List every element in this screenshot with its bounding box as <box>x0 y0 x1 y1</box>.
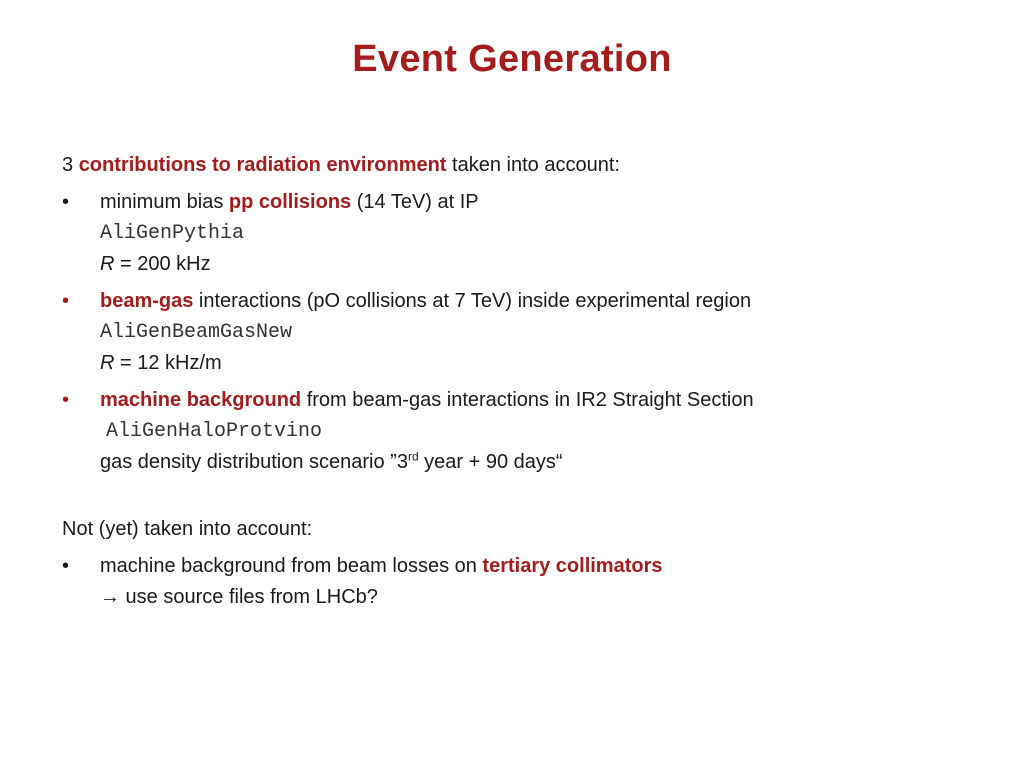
scenario-sup: rd <box>407 449 419 464</box>
intro-suffix: taken into account: <box>446 154 620 176</box>
bullet-text-post: interactions (pO collisions at 7 TeV) inside experimental region <box>193 290 752 312</box>
bullet-text-post: (14 TeV) at IP <box>351 191 479 213</box>
bullet-marker: • <box>62 290 70 312</box>
intro-highlight: contributions to radiation environment <box>78 154 447 176</box>
arrow-line <box>100 582 962 613</box>
not-taken-heading: Not (yet) taken into account: <box>62 518 313 540</box>
bullet-pp-collisions <box>62 187 962 280</box>
bullet-highlight: pp collisions <box>228 191 352 213</box>
bullet-text-post: from beam-gas interactions in IR2 Straight Section <box>301 389 754 411</box>
slide-title: Event Generation <box>352 38 672 80</box>
bullet-marker: • <box>62 389 70 411</box>
arrow-text: use source files from LHCb? <box>120 586 378 608</box>
bullet-highlight: beam-gas <box>100 290 194 312</box>
rate-symbol: R <box>100 352 115 374</box>
rate-line <box>100 348 962 379</box>
generator-name: AliGenBeamGasNew <box>100 321 293 344</box>
rate-value: = 12 kHz/m <box>114 352 222 374</box>
bullet-highlight: tertiary collimators <box>482 555 663 577</box>
rate-line <box>100 249 962 280</box>
generator-name: AliGenHaloProtvino <box>106 420 323 443</box>
bullet-beam-gas <box>62 286 962 379</box>
bullet-machine-background <box>62 385 962 478</box>
scenario-post: year + 90 days“ <box>418 451 563 473</box>
bullet-text-pre: minimum bias <box>100 191 229 213</box>
generator-name: AliGenPythia <box>100 222 245 245</box>
bullet-highlight: machine background <box>100 389 302 411</box>
slide-content <box>62 150 962 613</box>
arrow-icon: → <box>100 586 120 608</box>
rate-symbol: R <box>100 253 115 275</box>
scenario-line <box>100 447 962 478</box>
bullet-marker: • <box>62 191 70 213</box>
intro-line <box>62 150 962 181</box>
intro-prefix: 3 <box>62 154 79 176</box>
scenario-pre: gas density distribution scenario ”3 <box>100 451 408 473</box>
rate-value: = 200 kHz <box>114 253 211 275</box>
bullet-text-pre: machine background from beam losses on <box>100 555 483 577</box>
bullet-tertiary-collimators <box>62 551 962 613</box>
bullet-marker: • <box>62 555 70 577</box>
